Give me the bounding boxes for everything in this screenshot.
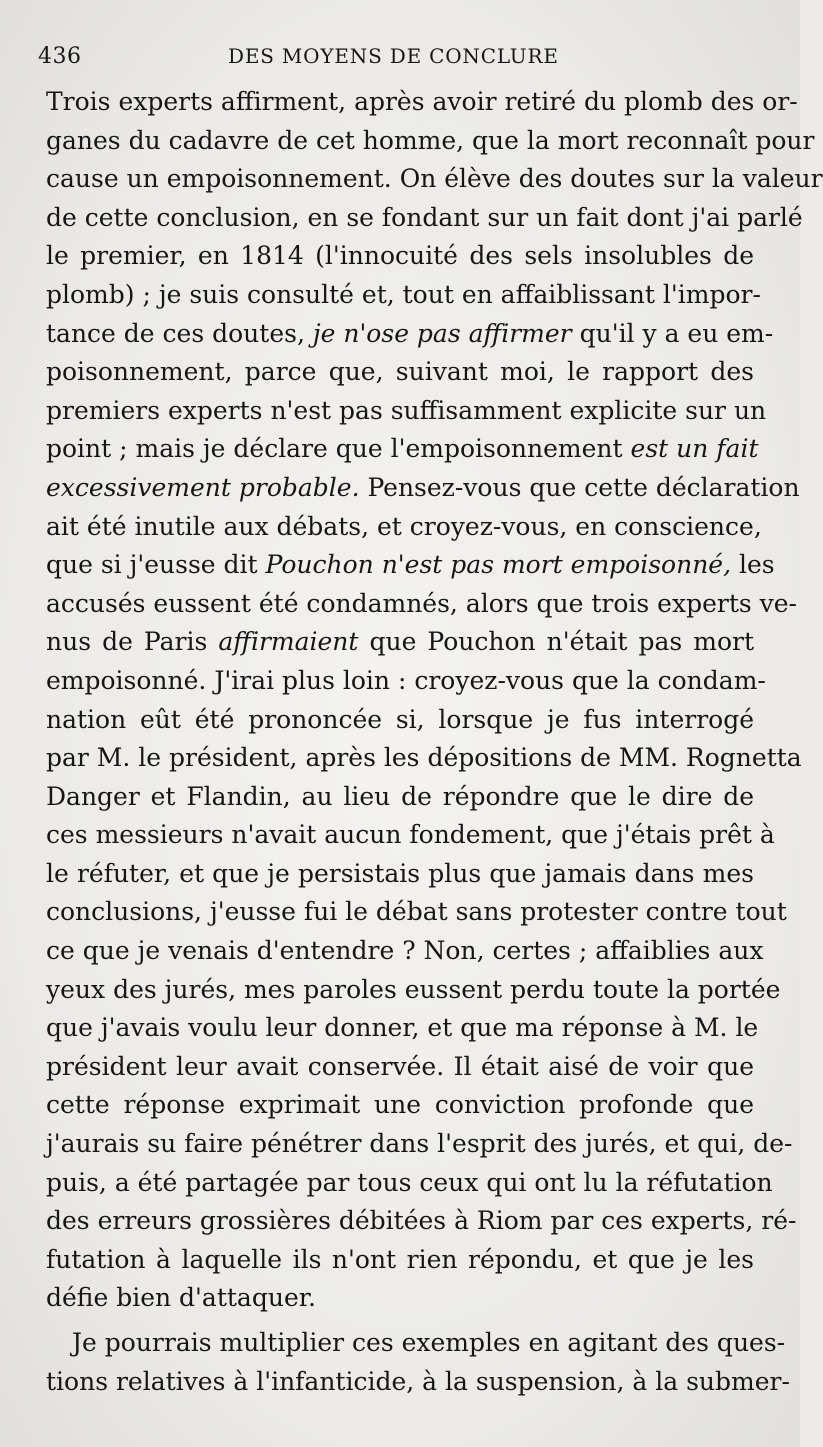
text-segment: premiers experts n'est pas suffisamment explicite sur un [46,395,767,425]
text-segment: ait été inutile aux débats, et croyez-vous, en conscience, [46,511,762,541]
text-segment: point ; mais je déclare que l'empoisonnement [46,434,631,464]
text-line [46,1125,793,1164]
text-line [46,160,823,199]
text-line [46,237,754,276]
text-segment: plomb) ; je suis consulté et, tout en affaiblissant l'impor- [46,279,761,309]
text-segment: défie bien d'attaquer. [46,1283,316,1313]
text-segment: Pensez-vous que cette déclaration [359,472,800,502]
text-segment: puis, a été partagée par tous ceux qui ont lu la réfutation [46,1167,773,1197]
text-line [46,1086,754,1125]
text-segment: qu'il y a eu em- [571,318,774,348]
italic-text: affirmaient [218,627,359,657]
text-line [46,1363,790,1402]
text-segment: le premier, en 1814 (l'innocuité des sels insolubles de [46,241,754,271]
text-segment: que Pouchon n'était pas mort [358,627,754,657]
text-line [46,276,761,315]
text-segment: président leur avait conservée. Il était aisé de voir que [46,1051,754,1081]
text-line [46,585,798,624]
text-segment: ces messieurs n'avait aucun fondement, que j'étais prêt à [46,820,775,850]
text-line [46,816,775,855]
text-line [46,1048,754,1087]
text-segment: poisonnement, parce que, suivant moi, le rapport des [46,357,754,387]
text-segment: nation eût été prononcée si, lorsque je fus interrogé [46,704,754,734]
text-segment: conclusions, j'eusse fui le débat sans protester contre tout [46,897,787,927]
text-segment: cette réponse exprimait une conviction profonde que [46,1090,754,1120]
text-segment: cause un empoisonnement. On élève des doutes sur la valeur [46,164,823,194]
text-line [46,778,754,817]
text-line [46,1279,754,1318]
text-segment: Je pourrais multiplier ces exemples en agitant des ques- [72,1328,786,1357]
text-line [46,353,754,392]
text-segment: Danger et Flandin, au lieu de répondre que le dire de [46,781,754,811]
paragraph-2 [46,1324,790,1401]
body-text [46,83,823,1401]
text-segment: empoisonné. J'irai plus loin : croyez-vous que la condam- [46,665,766,695]
text-segment: ce que je venais d'entendre ? Non, certes ; affaiblies aux [46,936,764,966]
italic-text: Pouchon n'est pas mort empoisonné, [265,550,732,580]
text-line [46,508,762,547]
text-segment: Trois experts affirment, après avoir retiré du plomb des or- [46,87,798,116]
text-segment: par M. le président, après les dépositions de MM. Rognetta [46,743,802,773]
running-head: DES MOYENS DE CONCLURE [228,44,559,68]
text-segment: que si j'eusse dit [46,550,266,580]
page-header [38,40,758,80]
text-segment: les [731,550,775,580]
text-segment: j'aurais su faire pénétrer dans l'esprit des jurés, et qui, de- [46,1129,793,1159]
text-segment: nus de Paris [46,627,219,657]
text-segment: de cette conclusion, en se fondant sur un fait dont j'ai parlé [46,202,803,232]
text-line [46,1164,773,1203]
text-line [46,315,774,354]
text-line [46,855,754,894]
text-line [46,1009,759,1048]
text-line [46,122,815,161]
text-segment: futation à laquelle ils n'ont rien répondu, et que je les [46,1244,754,1274]
paragraph-1 [46,83,823,1318]
text-line [46,623,754,662]
text-segment: tance de ces doutes, [46,318,313,348]
page-number: 436 [38,44,82,69]
text-line [46,701,754,740]
text-segment: accusés eussent été condamnés, alors que trois experts ve- [46,588,798,618]
text-segment: yeux des jurés, mes paroles eussent perdu toute la portée [46,974,781,1004]
text-line [46,932,764,971]
text-line [46,971,781,1010]
text-line [46,1241,754,1280]
text-line [46,739,802,778]
text-line [46,469,800,508]
text-line [46,893,787,932]
italic-text: excessivement probable. [46,472,360,502]
text-line [46,199,803,238]
italic-text: est un fait [630,434,759,464]
text-line [46,1202,797,1241]
text-segment: tions relatives à l'infanticide, à la suspension, à la submer- [46,1366,790,1396]
text-line [46,662,766,701]
text-line [46,430,759,469]
text-line [46,1324,786,1363]
text-segment: ganes du cadavre de cet homme, que la mort reconnaît pour [46,125,815,155]
text-line [46,546,775,585]
italic-text: je n'ose pas affirmer [312,318,572,348]
text-line [46,83,798,122]
text-segment: des erreurs grossières débitées à Riom par ces experts, ré- [46,1206,797,1236]
text-segment: que j'avais voulu leur donner, et que ma réponse à M. le [46,1013,759,1043]
text-line [46,392,767,431]
text-segment: le réfuter, et que je persistais plus que jamais dans mes [46,858,754,888]
